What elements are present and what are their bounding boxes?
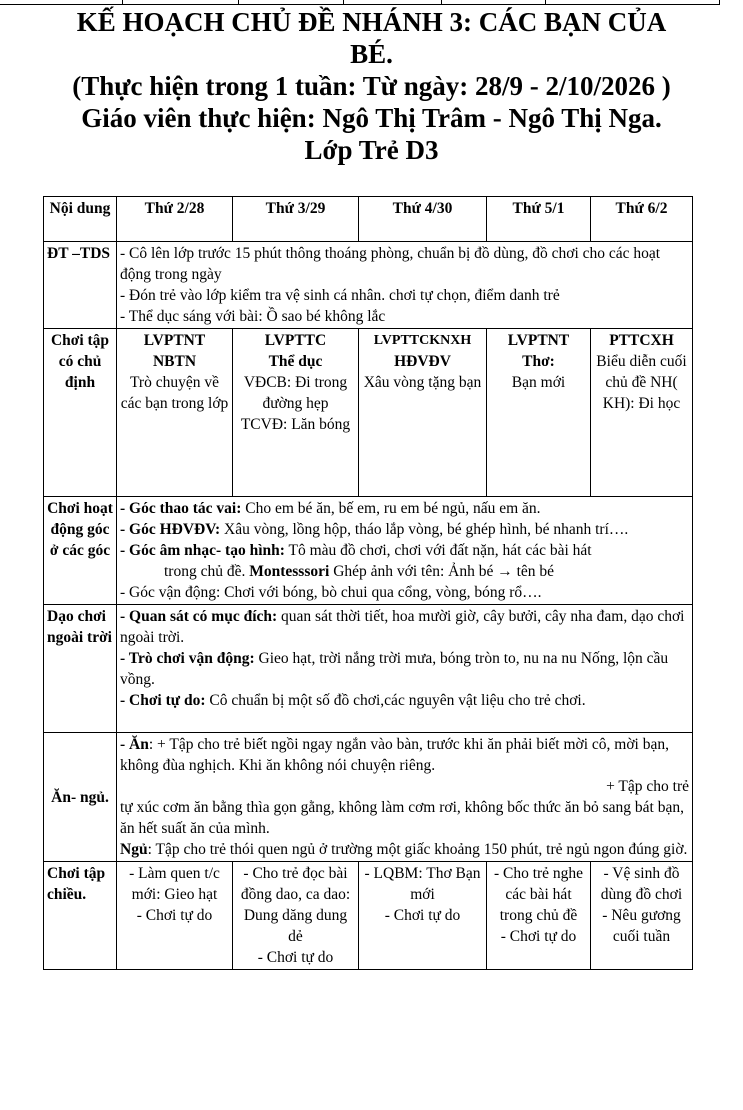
activity-desc: VĐCB: Đi trong đường hẹp [243,374,348,412]
activity-type: HĐVĐV [394,353,451,370]
afternoon-cell [359,862,487,970]
activity-line: - LQBM: Thơ Bạn mới [364,865,481,903]
text-line: trong chủ đề. Montesssori Ghép ảnh với tên: Ảnh bé → tên bé [164,563,555,580]
row-content [117,242,693,329]
activity-type: NBTN [152,353,197,370]
header-cell: Thứ 5/1 [487,197,591,242]
row-content [117,733,693,862]
title-line-3: (Thực hiện trong 1 tuần: Từ ngày: 28/9 - 2/10/2026 ) [72,71,671,101]
text-line: - Góc thao tác vai: Cho em bé ăn, bế em, ru em bé ngủ, nấu em ăn. [120,500,541,517]
row-label: Chơi tập chiều. [44,862,117,970]
activity-area: LVPTTC [264,332,327,349]
text-line: - Cô lên lớp trước 15 phút thông thoáng phòng, chuẩn bị đồ dùng, đồ chơi cho các hoạt động trong ngày [120,245,661,283]
row-dao-choi [44,605,693,733]
activity-desc: Biểu diễn cuối chủ đề NH( KH): Đi học [596,353,687,412]
header-cell: Thứ 4/30 [359,197,487,242]
activity-line: - Cho trẻ nghe các bài hát trong chủ đề [493,865,584,924]
text-line: - Thể dục sáng với bài: Ồ sao bé không lắc [120,308,386,325]
row-label: Dạo chơi ngoài trời [44,605,117,733]
activity-area: PTTCXH [609,332,674,349]
activity-line: - Chơi tự do [384,907,461,924]
title-line-5: Lớp Trẻ D3 [304,135,439,165]
activity-extra: TCVĐ: Lăn bóng [240,416,351,433]
activity-line: - Vệ sinh đồ dùng đồ chơi [600,865,683,903]
activity-line: - Nêu gương cuối tuần [602,907,681,945]
weekly-plan-table [43,196,693,970]
row-label: ĐT –TDS [44,242,117,329]
text-line: - Góc âm nhạc- tạo hình: Tô màu đồ chơi, chơi với đất nặn, hát các bài hát [120,542,592,559]
text-line: - Góc vận động: Chơi với bóng, bò chui qua cổng, vòng, bóng rổ…. [120,584,542,601]
row-label: Ăn- ngủ. [44,733,117,862]
activity-line: - Chơi tự do [500,928,577,945]
activity-line: - Cho trẻ đọc bài đồng dao, ca dao: Dung dăng dung dẻ [240,865,351,945]
row-dt-tds [44,242,693,329]
activity-desc: Trò chuyện về các bạn trong lớp [120,374,229,412]
activity-cell [591,329,693,497]
text-line: - Quan sát có mục đích: quan sát thời tiết, hoa mười giờ, cây bưởi, cây nha đam, dạo chơi ngoài trời. [120,608,685,646]
activity-line: - Làm quen t/c mới: Gieo hạt [129,865,220,903]
row-content [117,497,693,605]
text-line: - Đón trẻ vào lớp kiểm tra vệ sinh cá nhân. chơi tự chọn, điểm danh trẻ [120,287,560,304]
text-line: - Góc HĐVĐV: Xâu vòng, lồng hộp, tháo lắp vòng, bé ghép hình, bé nhanh trí…. [120,521,629,538]
text-line: tự xúc cơm ăn bằng thìa gọn gằng, không làm cơm rơi, không bốc thức ăn bỏ sang bát bạn, ăn hết suất ăn của mình. [120,799,684,837]
activity-type: Thể dục [268,353,323,370]
row-choi-tap [44,329,693,497]
activity-cell [117,329,233,497]
activity-type: Thơ: [522,353,555,370]
header-cell: Thứ 6/2 [591,197,693,242]
activity-desc: Bạn mới [511,374,566,391]
title-line-4: Giáo viên thực hiện: Ngô Thị Trâm - Ngô Thị Nga. [81,103,662,133]
header-cell: Thứ 3/29 [233,197,359,242]
row-label: Chơi tập có chủ định [44,329,117,497]
row-choi-goc [44,497,693,605]
header-row [44,197,693,242]
text-line: Ngủ: Tập cho trẻ thói quen ngủ ở trường một giấc khoảng 150 phút, trẻ ngủ ngon đúng giờ. [120,841,688,858]
afternoon-cell [233,862,359,970]
title-line-1: KẾ HOẠCH CHỦ ĐỀ NHÁNH 3: CÁC BẠN CỦA [76,7,667,37]
afternoon-cell [487,862,591,970]
document-title [0,6,743,166]
text-line: - Chơi tự do: Cô chuẩn bị một số đồ chơi,các nguyên vật liệu cho trẻ chơi. [120,692,586,709]
text-line: - Ăn: + Tập cho trẻ biết ngồi ngay ngắn vào bàn, trước khi ăn phải biết mời cô, mời bạn, không đùa nghịch. Khi ăn không nói chuyện riêng. [120,736,669,774]
afternoon-cell [117,862,233,970]
activity-cell [359,329,487,497]
row-label: Chơi hoạt động góc ở các góc [44,497,117,605]
header-cell: Nội dung [44,197,117,242]
row-an-ngu [44,733,693,862]
activity-line: - Chơi tự do [257,949,334,966]
activity-area: LVPTTCKNXH [373,333,472,348]
activity-cell [487,329,591,497]
top-border-rule [0,0,720,5]
text-line: - Trò chơi vận động: Gieo hạt, trời nắng trời mưa, bóng tròn to, nu na nu Nống, lộn cầu vồng. [120,650,669,688]
activity-line: - Chơi tự do [136,907,213,924]
title-line-2: BÉ. [350,39,393,69]
text-line: + Tập cho trẻ [606,778,689,795]
row-choi-chieu [44,862,693,970]
activity-area: LVPTNT [143,332,206,349]
activity-area: LVPTNT [507,332,570,349]
afternoon-cell [591,862,693,970]
header-cell: Thứ 2/28 [117,197,233,242]
activity-cell [233,329,359,497]
row-content [117,605,693,733]
activity-desc: Xâu vòng tặng bạn [363,374,482,391]
